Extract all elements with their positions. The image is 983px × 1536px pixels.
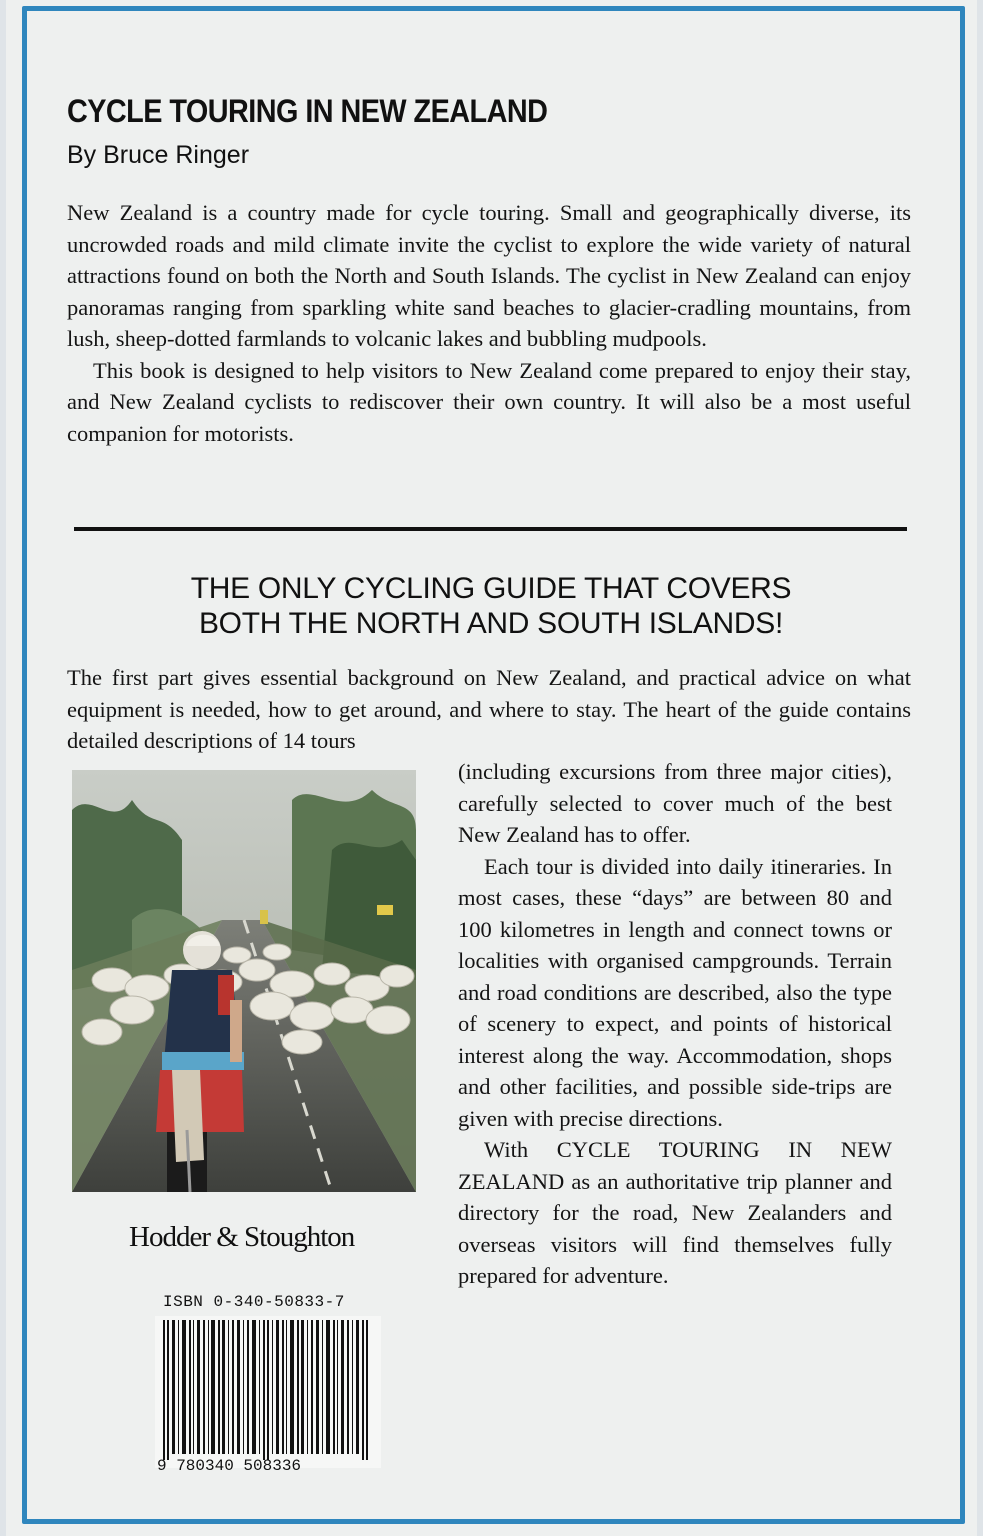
headline-line-2: BOTH THE NORTH AND SOUTH ISLANDS!: [198, 607, 784, 640]
divider-rule: [74, 527, 907, 531]
cyclist-sheep-photo: [72, 770, 416, 1192]
blue-border-frame: [22, 6, 965, 1524]
body-lead-paragraph: The first part gives essential background on New Zealand, and practical advice on what equipment is needed, how to get around, and where to stay. The heart of the guide contains detailed descriptions of 14 tours: [67, 665, 911, 753]
book-title: CYCLE TOURING IN NEW ZEALAND: [67, 93, 548, 129]
body-right-column: [458, 756, 892, 1292]
isbn-label: ISBN 0-340-50833-7: [163, 1293, 345, 1311]
book-back-cover: [6, 0, 977, 1536]
body-paragraph-3: With CYCLE TOURING IN NEW ZEALAND as an authoritative trip planner and directory for the road, New Zealanders and overseas visitors will find themselves fully prepared for adventure.: [458, 1137, 892, 1288]
barcode: [155, 1316, 381, 1468]
headline-line-1: THE ONLY CYCLING GUIDE THAT COVERS: [190, 572, 792, 605]
barcode-bars: [155, 1316, 381, 1468]
publisher-name: Hodder & Stoughton: [129, 1221, 355, 1253]
intro-paragraph-2: This book is designed to help visitors to New Zealand come prepared to enjoy their stay, and New Zealand cyclists to rediscover their own country. It will also be a most useful companion for motorists.: [67, 357, 911, 446]
intro-paragraph-1: New Zealand is a country made for cycle touring. Small and geographically diverse, its uncrowded roads and mild climate invite the cyclist to explore the wide variety of natural attractions found on both the North and South Islands. The cyclist in New Zealand can enjoy panoramas ranging from sparkling white sand beaches to glacier-cradling mountains, from lush, sheep-dotted farmlands to volcanic lakes and bubbling mudpools.: [67, 200, 911, 351]
photo-illustration: [72, 770, 416, 1192]
book-author: By Bruce Ringer: [67, 141, 250, 169]
intro-text: [67, 197, 911, 449]
barcode-digits: 9 780340 508336: [157, 1457, 302, 1475]
body-paragraph-2: Each tour is divided into daily itineraries. In most cases, these “days” are between 80 and 100 kilometres in length and connect towns or localities with organised campgrounds. Terrain and road conditions are described, also the type of scenery to expect, and points of historical interest along the way. Accommodation, shops and other facilities, and possible side-trips are given with precise directions.: [458, 853, 892, 1131]
headline: [67, 571, 915, 641]
body-paragraph-1: (including excursions from three major cities), carefully selected to cover much of the best New Zealand has to offer.: [458, 759, 892, 847]
